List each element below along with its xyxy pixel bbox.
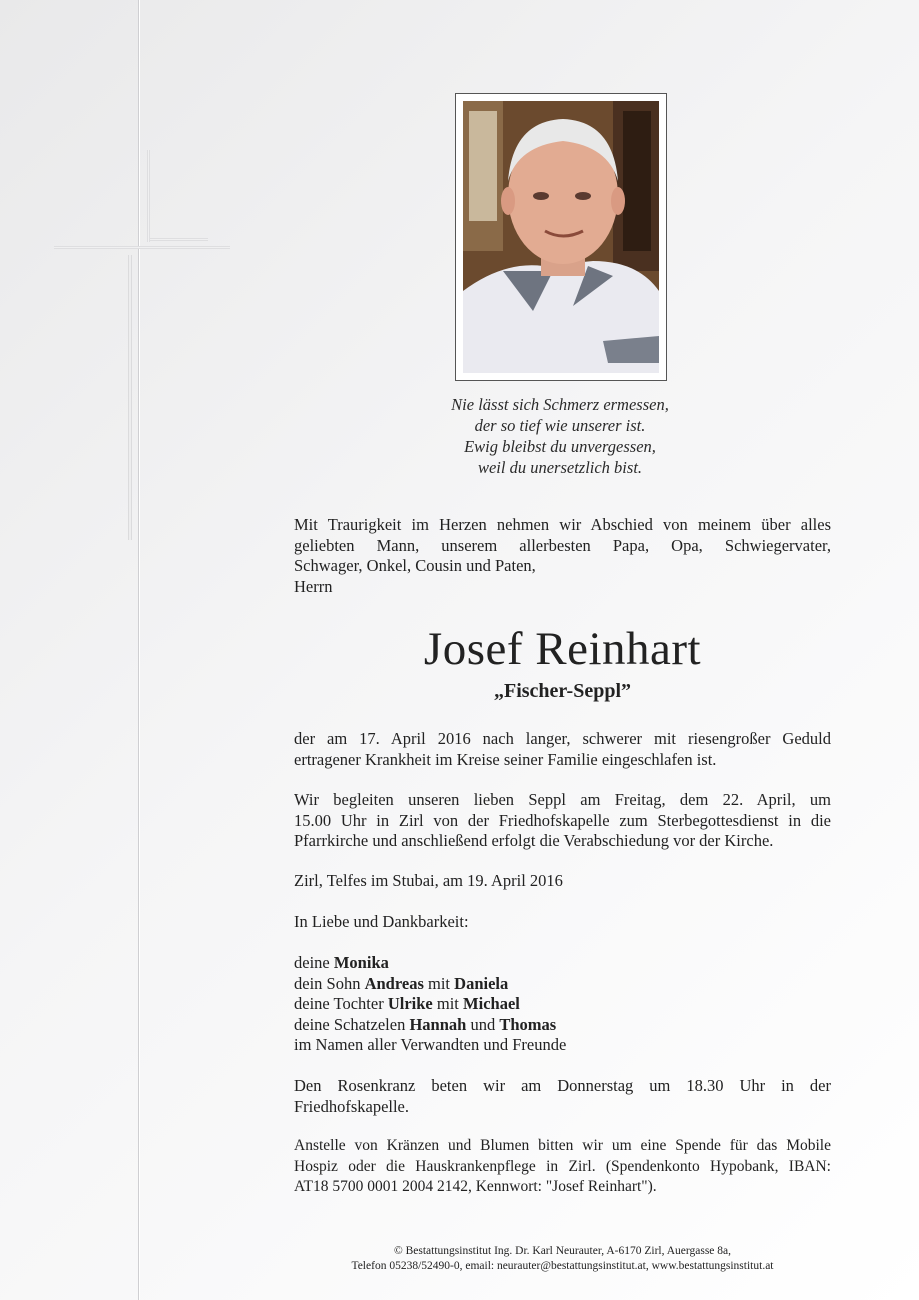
mourner-line: dein Sohn Andreas mit Daniela (294, 973, 509, 993)
mourners-list (294, 953, 831, 1056)
mourner-line: deine Schatzelen Hannah und Thomas (294, 1014, 557, 1034)
funeral-home-footer: © Bestattungsinstitut Ing. Dr. Karl Neurauter, A-6170 Zirl, Auergasse 8a, Telefon 05238/52490-0, email: neurauter@bestattungsinstitut.at, www.bestattungsinstitut.at (351, 1245, 774, 1272)
portrait-frame (455, 93, 667, 381)
rosary-paragraph: Den Rosenkranz beten wir am Donnerstag um 18.30 Uhr in der Friedhofskapelle. (294, 1076, 831, 1116)
mourner-line: deine Tochter Ulrike mit Michael (294, 994, 520, 1013)
donation-paragraph: Anstelle von Kränzen und Blumen bitten wir um eine Spende für das Mobile Hospiz oder die Hauskrankenpflege in Zirl. (Spendenkonto Hypobank, IBAN: AT18 5700 0001 2004 2142, Kennwort: "Josef Reinhart"). (294, 1137, 831, 1195)
intro-paragraph: Mit Traurigkeit im Herzen nehmen wir Abschied von meinem über alles geliebten Mann, unserem allerbesten Papa, Opa, Schwiegervater, Schwager, Onkel, Cousin und Paten, Herrn (294, 515, 831, 596)
decorative-vertical-line (138, 0, 139, 1300)
deceased-name: Josef Reinhart (423, 623, 702, 675)
poem-line: Ewig bleibst du unvergessen, (464, 437, 656, 456)
place-date: Zirl, Telfes im Stubai, am 19. April 2016 (294, 871, 563, 890)
memorial-poem (380, 394, 740, 478)
portrait-photo (463, 101, 659, 373)
poem-line: der so tief wie unserer ist. (474, 416, 646, 435)
mourner-line: deine Monika (294, 953, 389, 972)
funeral-paragraph: Wir begleiten unseren lieben Seppl am Freitag, dem 22. April, um 15.00 Uhr in Zirl von der Friedhofskapelle zum Sterbegottesdienst in die Pfarrkirche und anschließend erfolgt die Verabschiedung vor der Kirche. (294, 790, 831, 850)
deceased-nickname: „Fischer-Seppl” (493, 680, 632, 702)
poem-line: weil du unersetzlich bist. (477, 458, 643, 477)
death-notice-paragraph: der am 17. April 2016 nach langer, schwerer mit riesengroßer Geduld ertragener Krankheit im Kreise seiner Familie eingeschlafen ist. (294, 729, 831, 769)
poem-line: Nie lässt sich Schmerz ermessen, (451, 395, 669, 414)
closing-line: In Liebe und Dankbarkeit: (294, 912, 469, 931)
mourner-line: im Namen aller Verwandten und Freunde (294, 1035, 567, 1054)
